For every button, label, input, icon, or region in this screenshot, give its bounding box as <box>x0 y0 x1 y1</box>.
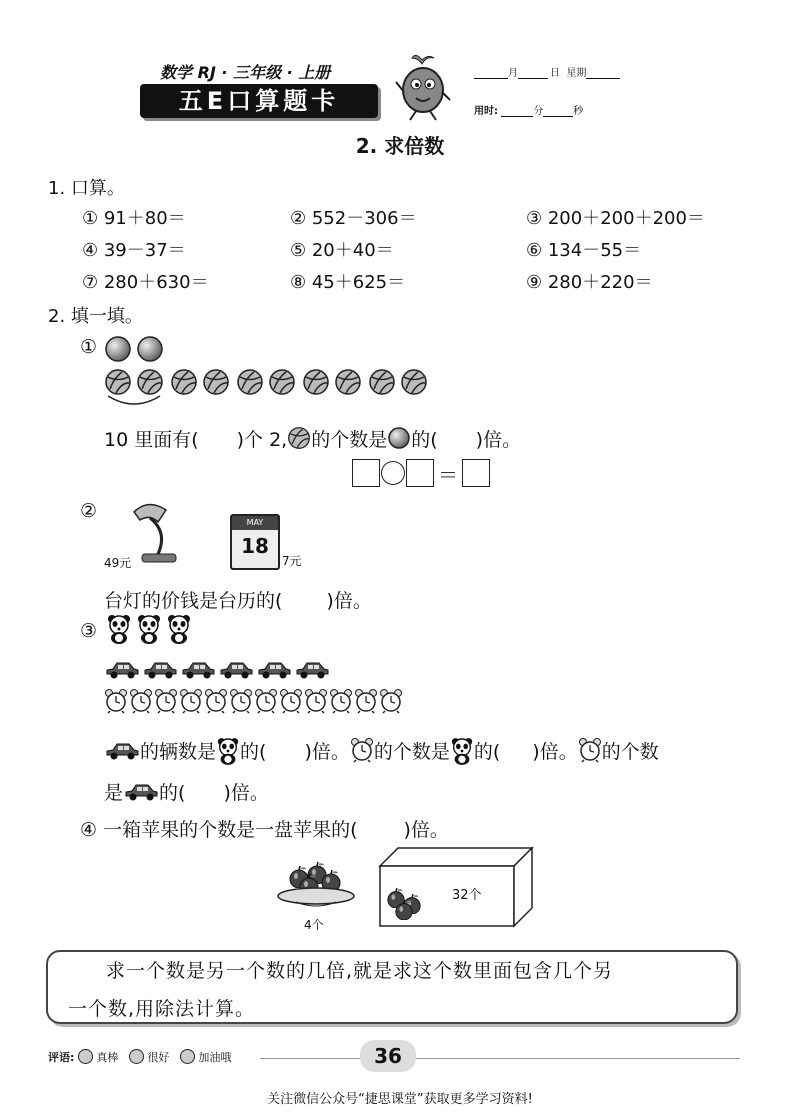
group-bracket <box>108 396 160 404</box>
q1-text-c: 的个数是 <box>311 429 388 451</box>
q3-text-h: 是 <box>104 782 124 804</box>
clock-icon <box>331 690 352 714</box>
problem-7: ⑦ 280＋630＝ <box>82 272 209 293</box>
q1-text <box>104 425 521 452</box>
date-month-label: 月 <box>508 68 518 79</box>
q3-text-c: )倍。 <box>304 741 350 763</box>
clock-icon <box>256 690 277 714</box>
panda-icon <box>168 615 190 644</box>
car-icon <box>104 741 140 761</box>
plate-count: 4个 <box>304 918 324 932</box>
time-min-label: 分 <box>533 106 544 117</box>
striped-ball-icon <box>287 426 311 450</box>
car-icon <box>297 663 328 679</box>
q4-number: ④ <box>80 819 98 841</box>
eval-option-3[interactable]: 加油哦 <box>198 1051 232 1064</box>
box-count: 32个 <box>452 888 482 903</box>
panda-icon <box>138 615 160 644</box>
striped-ball-icon <box>172 370 196 394</box>
panda-icon <box>450 736 474 766</box>
section1-label: 1. 口算。 <box>48 178 125 199</box>
q1-text-e: )倍。 <box>475 429 522 451</box>
q2-text-b: )倍。 <box>326 590 372 612</box>
q4-text-b: )倍。 <box>403 819 449 841</box>
date-week-label: 星期 <box>566 68 587 79</box>
problem-6: ⑥ 134－55＝ <box>526 240 642 261</box>
clock-icon <box>206 690 227 714</box>
problem-8: ⑧ 45＋625＝ <box>290 272 406 293</box>
apple-plate-icon <box>276 860 356 914</box>
note-line-2: 一个数,用除法计算。 <box>68 998 256 1020</box>
q3-number: ③ <box>80 620 98 642</box>
striped-ball-icon <box>238 370 262 394</box>
lamp-price: 49元 <box>104 556 132 570</box>
q3-text-line1 <box>104 736 659 766</box>
page-number: 36 <box>360 1040 416 1072</box>
calendar-icon <box>230 514 280 570</box>
striped-ball-icon <box>370 370 394 394</box>
clock-icon <box>231 690 252 714</box>
striped-ball-icon <box>402 370 426 394</box>
clock-icon <box>156 690 177 714</box>
gray-ball-icon <box>387 426 411 450</box>
clock-icon <box>106 690 127 714</box>
book-subtitle: 数学 RJ · 三年级 · 上册 <box>160 63 331 82</box>
q3-text-d: 的个数是 <box>373 741 450 763</box>
time-label: 用时: <box>474 106 498 117</box>
q1-number: ① <box>80 336 98 358</box>
problem-3: ③ 200＋200＋200＝ <box>526 208 705 229</box>
car-icon <box>107 663 138 679</box>
book-banner: 五E口算题卡 <box>140 84 378 118</box>
smiley-big-icon <box>78 1049 93 1064</box>
car-icon <box>145 663 176 679</box>
q1-text-a: 10 里面有( <box>104 429 199 451</box>
clock-icon <box>578 737 602 763</box>
clock-icon <box>306 690 327 714</box>
q3-text-b: 的( <box>240 741 267 763</box>
striped-ball-icon <box>304 370 328 394</box>
smiley-cheer-icon <box>180 1049 195 1064</box>
footer-divider <box>260 1058 740 1059</box>
pandas-group <box>106 614 192 646</box>
clock-icon <box>350 737 374 763</box>
answer-box[interactable] <box>462 459 490 487</box>
date-day-label: 日 <box>550 68 560 79</box>
wechat-notice: 关注微信公众号“捷思课堂”获取更多学习资料! <box>267 1092 533 1107</box>
problem-4: ④ 39－37＝ <box>82 240 186 261</box>
q3-text-f: )倍。 <box>532 741 578 763</box>
gray-ball-icon <box>138 337 162 361</box>
page-title: 2. 求倍数 <box>355 134 445 158</box>
time-sec-label: 秒 <box>573 106 584 117</box>
gray-balls-group <box>104 334 166 364</box>
striped-balls-group <box>104 368 434 408</box>
q1-equation <box>352 458 490 488</box>
summary-note <box>46 950 738 1024</box>
eval-option-1[interactable]: 真棒 <box>96 1051 119 1064</box>
car-icon <box>259 663 290 679</box>
car-icon <box>123 782 159 802</box>
q3-text-j: )倍。 <box>223 782 269 804</box>
note-line-1: 求一个数是另一个数的几倍,就是求这个数里面包含几个另 <box>106 960 614 982</box>
car-icon <box>183 663 214 679</box>
q1-text-d: 的( <box>411 429 438 451</box>
problem-2: ② 552－306＝ <box>290 208 417 229</box>
eval-label: 评语: <box>48 1051 75 1064</box>
q1-text-b: )个 2, <box>236 429 288 451</box>
q2-text-a: 台灯的价钱是台历的( <box>104 590 283 612</box>
striped-ball-icon <box>336 370 360 394</box>
section2-label: 2. 填一填。 <box>48 306 143 327</box>
calendar-price: 7元 <box>282 554 302 568</box>
gray-ball-icon <box>106 337 130 361</box>
equals-sign: ＝ <box>438 462 458 487</box>
calendar-day: 18 <box>241 534 269 558</box>
smiley-icon <box>129 1049 144 1064</box>
problem-9: ⑨ 280＋220＝ <box>526 272 653 293</box>
q3-text-a: 的辆数是 <box>140 741 217 763</box>
panda-icon <box>108 615 130 644</box>
desk-lamp-icon <box>128 498 184 568</box>
clock-icon <box>281 690 302 714</box>
operator-circle[interactable] <box>381 461 405 485</box>
mascot-icon <box>392 52 454 122</box>
date-field[interactable] <box>474 64 620 79</box>
q4-text <box>80 815 449 842</box>
problem-1: ① 91＋80＝ <box>82 208 186 229</box>
answer-box[interactable] <box>352 459 380 487</box>
car-icon <box>221 663 252 679</box>
clock-icon <box>131 690 152 714</box>
clock-icon <box>356 690 377 714</box>
clock-icon <box>181 690 202 714</box>
q3-text-e: 的( <box>473 741 501 763</box>
striped-ball-icon <box>204 370 228 394</box>
q3-text-line2 <box>104 778 269 805</box>
panda-icon <box>216 736 240 766</box>
evaluation-row <box>48 1049 231 1065</box>
q2-text <box>104 586 372 613</box>
cars-group <box>104 660 344 682</box>
calendar-month: MAY <box>232 516 278 530</box>
answer-box[interactable] <box>406 459 434 487</box>
q4-text-a: 一箱苹果的个数是一盘苹果的( <box>103 819 358 841</box>
striped-ball-icon <box>270 370 294 394</box>
striped-ball-icon <box>138 370 162 394</box>
striped-ball-icon <box>106 370 130 394</box>
q3-text-g: 的个数 <box>601 741 659 763</box>
problem-5: ⑤ 20＋40＝ <box>290 240 394 261</box>
clocks-group <box>104 688 414 716</box>
q2-number: ② <box>80 500 98 522</box>
time-field[interactable] <box>474 102 583 117</box>
q3-text-i: 的( <box>159 782 186 804</box>
eval-option-2[interactable]: 很好 <box>147 1051 170 1064</box>
clock-icon <box>381 690 402 714</box>
